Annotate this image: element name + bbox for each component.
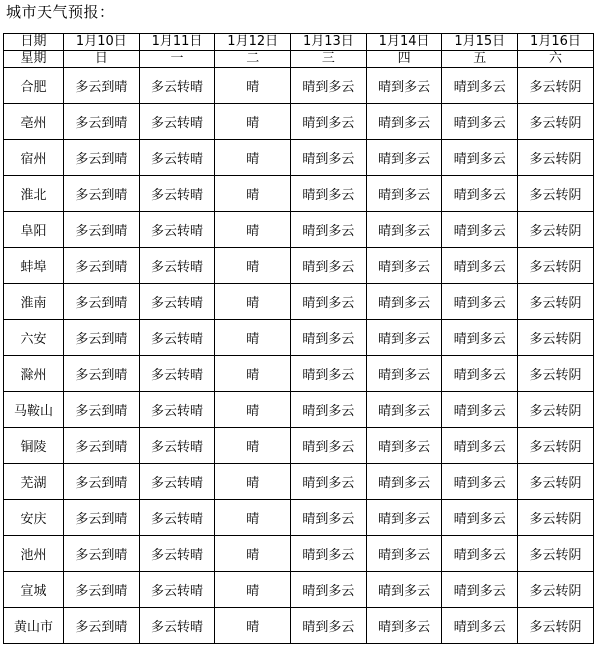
forecast-cell: 多云到晴 (64, 356, 140, 392)
city-name-cell: 六安 (4, 320, 64, 356)
forecast-cell: 多云到晴 (64, 464, 140, 500)
forecast-cell: 晴 (215, 572, 291, 608)
forecast-cell: 晴到多云 (442, 140, 518, 176)
forecast-cell: 多云转阴 (518, 320, 594, 356)
forecast-cell: 晴 (215, 284, 291, 320)
forecast-cell: 多云转阴 (518, 248, 594, 284)
forecast-cell: 多云转晴 (139, 248, 215, 284)
weekday-header-cell: 五 (442, 51, 518, 68)
forecast-cell: 多云到晴 (64, 500, 140, 536)
table-row (4, 68, 594, 104)
forecast-cell: 晴到多云 (442, 464, 518, 500)
forecast-cell: 晴到多云 (442, 572, 518, 608)
forecast-cell: 多云转阴 (518, 392, 594, 428)
forecast-cell: 晴到多云 (366, 356, 442, 392)
date-header-cell: 1月11日 (139, 34, 215, 51)
forecast-cell: 多云到晴 (64, 428, 140, 464)
forecast-cell: 多云转晴 (139, 140, 215, 176)
city-name-cell: 黄山市 (4, 608, 64, 644)
forecast-cell: 晴到多云 (442, 248, 518, 284)
forecast-cell: 晴到多云 (291, 140, 367, 176)
forecast-cell: 晴到多云 (442, 428, 518, 464)
table-row (4, 392, 594, 428)
forecast-cell: 晴 (215, 248, 291, 284)
weather-forecast-table (3, 33, 594, 644)
table-row (4, 140, 594, 176)
city-name-cell: 芜湖 (4, 464, 64, 500)
forecast-cell: 晴到多云 (291, 248, 367, 284)
forecast-cell: 多云到晴 (64, 104, 140, 140)
forecast-cell: 多云转晴 (139, 104, 215, 140)
table-row (4, 428, 594, 464)
city-name-cell: 蚌埠 (4, 248, 64, 284)
city-name-cell: 淮北 (4, 176, 64, 212)
forecast-cell: 晴到多云 (442, 536, 518, 572)
forecast-cell: 多云转阴 (518, 284, 594, 320)
forecast-cell: 多云到晴 (64, 140, 140, 176)
date-header-cell: 1月13日 (291, 34, 367, 51)
forecast-cell: 多云到晴 (64, 536, 140, 572)
table-row (4, 464, 594, 500)
date-header-label: 日期 (4, 34, 64, 51)
forecast-cell: 多云转晴 (139, 284, 215, 320)
forecast-cell: 多云转阴 (518, 140, 594, 176)
forecast-cell: 多云到晴 (64, 176, 140, 212)
forecast-cell: 晴到多云 (366, 392, 442, 428)
table-row (4, 356, 594, 392)
weekday-header-label: 星期 (4, 51, 64, 68)
forecast-cell: 多云到晴 (64, 572, 140, 608)
forecast-cell: 多云转晴 (139, 464, 215, 500)
forecast-cell: 晴到多云 (291, 536, 367, 572)
forecast-cell: 晴到多云 (442, 284, 518, 320)
city-name-cell: 阜阳 (4, 212, 64, 248)
forecast-cell: 多云转阴 (518, 572, 594, 608)
table-row (4, 608, 594, 644)
forecast-cell: 多云转晴 (139, 392, 215, 428)
forecast-cell: 晴到多云 (442, 104, 518, 140)
table-row (4, 212, 594, 248)
forecast-cell: 多云转阴 (518, 212, 594, 248)
weekday-header-cell: 一 (139, 51, 215, 68)
forecast-cell: 晴到多云 (442, 392, 518, 428)
page-title: 城市天气预报： (6, 3, 115, 21)
forecast-cell: 晴到多云 (366, 212, 442, 248)
forecast-cell: 晴到多云 (291, 464, 367, 500)
forecast-cell: 晴到多云 (366, 284, 442, 320)
forecast-cell: 晴 (215, 212, 291, 248)
forecast-cell: 晴到多云 (366, 248, 442, 284)
date-header-row (4, 34, 594, 51)
forecast-cell: 多云转晴 (139, 68, 215, 104)
city-name-cell: 亳州 (4, 104, 64, 140)
forecast-cell: 晴到多云 (366, 140, 442, 176)
table-row (4, 104, 594, 140)
forecast-cell: 晴到多云 (291, 176, 367, 212)
table-row (4, 572, 594, 608)
forecast-cell: 晴 (215, 320, 291, 356)
city-name-cell: 安庆 (4, 500, 64, 536)
forecast-cell: 晴到多云 (291, 356, 367, 392)
table-row (4, 500, 594, 536)
forecast-cell: 多云转阴 (518, 500, 594, 536)
forecast-cell: 晴 (215, 464, 291, 500)
forecast-cell: 晴到多云 (291, 284, 367, 320)
forecast-cell: 晴 (215, 500, 291, 536)
forecast-cell: 晴 (215, 68, 291, 104)
forecast-cell: 晴 (215, 140, 291, 176)
date-header-cell: 1月16日 (518, 34, 594, 51)
city-name-cell: 池州 (4, 536, 64, 572)
forecast-cell: 多云到晴 (64, 284, 140, 320)
weekday-header-cell: 二 (215, 51, 291, 68)
city-name-cell: 马鞍山 (4, 392, 64, 428)
forecast-cell: 晴到多云 (291, 320, 367, 356)
date-header-cell: 1月14日 (366, 34, 442, 51)
forecast-cell: 多云转晴 (139, 176, 215, 212)
weekday-header-cell: 三 (291, 51, 367, 68)
forecast-cell: 晴到多云 (291, 392, 367, 428)
city-name-cell: 合肥 (4, 68, 64, 104)
forecast-cell: 晴到多云 (442, 356, 518, 392)
forecast-cell: 多云转阴 (518, 536, 594, 572)
forecast-cell: 多云转晴 (139, 500, 215, 536)
forecast-cell: 晴到多云 (291, 500, 367, 536)
forecast-cell: 晴到多云 (366, 68, 442, 104)
forecast-cell: 多云到晴 (64, 212, 140, 248)
forecast-cell: 多云转晴 (139, 428, 215, 464)
forecast-cell: 晴到多云 (366, 572, 442, 608)
weekday-header-cell: 六 (518, 51, 594, 68)
date-header-cell: 1月10日 (64, 34, 140, 51)
forecast-cell: 晴到多云 (366, 536, 442, 572)
forecast-cell: 晴到多云 (366, 104, 442, 140)
forecast-cell: 多云到晴 (64, 392, 140, 428)
forecast-cell: 晴 (215, 536, 291, 572)
forecast-cell: 晴到多云 (442, 176, 518, 212)
date-header-cell: 1月15日 (442, 34, 518, 51)
forecast-cell: 晴到多云 (291, 572, 367, 608)
forecast-cell: 晴到多云 (442, 68, 518, 104)
forecast-cell: 晴到多云 (366, 428, 442, 464)
forecast-cell: 晴到多云 (366, 464, 442, 500)
table-row (4, 284, 594, 320)
table-row (4, 320, 594, 356)
table-row (4, 536, 594, 572)
forecast-cell: 多云转阴 (518, 68, 594, 104)
date-header-cell: 1月12日 (215, 34, 291, 51)
weekday-header-row (4, 51, 594, 68)
forecast-cell: 多云到晴 (64, 320, 140, 356)
forecast-cell: 晴到多云 (291, 212, 367, 248)
forecast-cell: 晴 (215, 608, 291, 644)
forecast-cell: 多云转阴 (518, 608, 594, 644)
forecast-cell: 晴 (215, 392, 291, 428)
forecast-cell: 多云转晴 (139, 572, 215, 608)
forecast-cell: 多云到晴 (64, 608, 140, 644)
forecast-cell: 晴到多云 (291, 68, 367, 104)
forecast-cell: 多云到晴 (64, 68, 140, 104)
table-row (4, 176, 594, 212)
forecast-cell: 晴 (215, 176, 291, 212)
forecast-cell: 晴到多云 (366, 500, 442, 536)
forecast-cell: 晴到多云 (366, 176, 442, 212)
forecast-cell: 多云转晴 (139, 536, 215, 572)
forecast-cell: 多云转晴 (139, 608, 215, 644)
forecast-cell: 多云转阴 (518, 428, 594, 464)
forecast-cell: 晴 (215, 356, 291, 392)
forecast-cell: 晴 (215, 104, 291, 140)
city-name-cell: 滁州 (4, 356, 64, 392)
forecast-cell: 晴到多云 (442, 500, 518, 536)
forecast-cell: 晴到多云 (291, 428, 367, 464)
city-name-cell: 宣城 (4, 572, 64, 608)
forecast-cell: 多云转阴 (518, 104, 594, 140)
city-name-cell: 宿州 (4, 140, 64, 176)
forecast-cell: 多云转晴 (139, 356, 215, 392)
city-name-cell: 铜陵 (4, 428, 64, 464)
forecast-cell: 多云到晴 (64, 248, 140, 284)
forecast-cell: 晴到多云 (291, 104, 367, 140)
forecast-cell: 晴到多云 (442, 320, 518, 356)
forecast-cell: 多云转阴 (518, 176, 594, 212)
forecast-cell: 多云转阴 (518, 356, 594, 392)
weekday-header-cell: 日 (64, 51, 140, 68)
forecast-cell: 多云转晴 (139, 320, 215, 356)
forecast-cell: 晴到多云 (366, 320, 442, 356)
forecast-cell: 晴到多云 (366, 608, 442, 644)
forecast-cell: 晴到多云 (442, 212, 518, 248)
forecast-cell: 多云转晴 (139, 212, 215, 248)
city-name-cell: 淮南 (4, 284, 64, 320)
forecast-cell: 晴到多云 (442, 608, 518, 644)
forecast-cell: 多云转阴 (518, 464, 594, 500)
weekday-header-cell: 四 (366, 51, 442, 68)
table-row (4, 248, 594, 284)
forecast-cell: 晴 (215, 428, 291, 464)
forecast-cell: 晴到多云 (291, 608, 367, 644)
